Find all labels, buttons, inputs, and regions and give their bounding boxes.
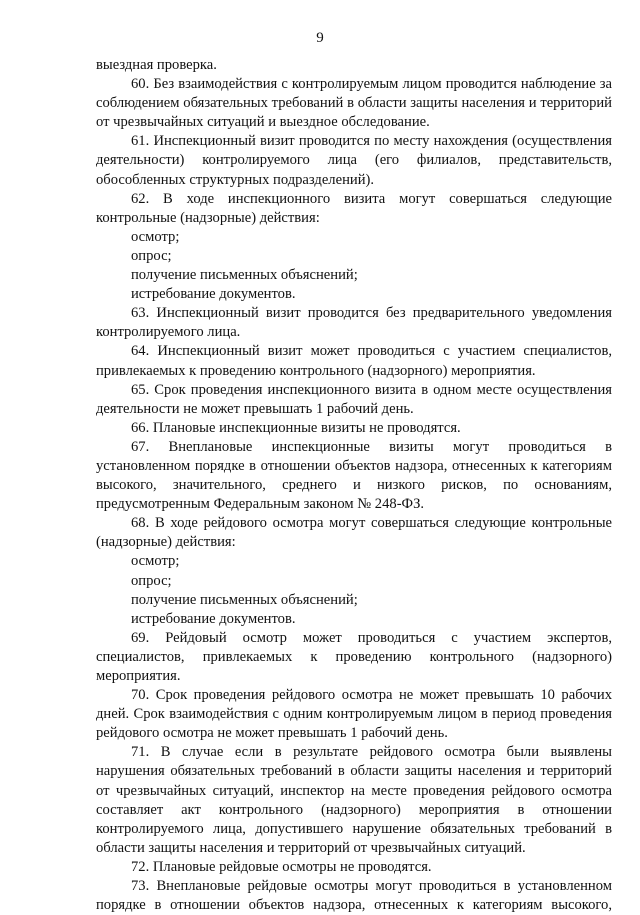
paragraph-60: 60. Без взаимодействия с контролируемым лицом проводится наблюдение за соблюдением обязательных требований в области защиты населения и территорий от чрезвычайных ситуаций и выездное обследование.	[96, 76, 612, 131]
list-item: осмотр;	[131, 228, 180, 245]
paragraph-69: 69. Рейдовый осмотр может проводиться с участием экспертов, специалистов, привлекаемых к проведению контрольного (надзорного) мероприятия.	[96, 629, 612, 684]
list-item: истребование документов.	[131, 610, 296, 627]
list-item: опрос;	[131, 572, 172, 589]
paragraph-continuation: выездная проверка.	[96, 57, 217, 73]
paragraph-66: 66. Плановые инспекционные визиты не проводятся.	[131, 419, 461, 436]
paragraph-62: 62. В ходе инспекционного визита могут совершаться следующие контрольные (надзорные) действия:	[96, 190, 612, 226]
list-item: получение письменных объяснений;	[131, 591, 358, 608]
page-number: 9	[316, 30, 324, 46]
list-item: осмотр;	[131, 553, 180, 570]
paragraph-70: 70. Срок проведения рейдового осмотра не может превышать 10 рабочих дней. Срок взаимодействия с одним контролируемым лицом в период проведения рейдового осмотра не может превышать 1 рабочий день.	[96, 687, 612, 742]
paragraph-71: 71. В случае если в результате рейдового осмотра были выявлены нарушения обязательных требований в области защиты населения и территорий от чрезвычайных ситуаций, инспектор на месте проведения рейдового осмотра составляет акт контрольного (надзорного) мероприятия в отношении контролируемого лица, допустившего нарушение обязательных требований в области защиты населения и территорий от чрезвычайных ситуаций.	[96, 744, 612, 856]
paragraph-63: 63. Инспекционный визит проводится без предварительного уведомления контролируемого лица.	[96, 305, 612, 341]
document-body	[96, 56, 612, 915]
list-item: истребование документов.	[131, 286, 296, 303]
paragraph-68: 68. В ходе рейдового осмотра могут совершаться следующие контрольные (надзорные) действия:	[96, 515, 612, 551]
paragraph-72: 72. Плановые рейдовые осмотры не проводятся.	[131, 858, 432, 875]
list-item: опрос;	[131, 247, 172, 264]
list-item: получение письменных объяснений;	[131, 267, 358, 284]
paragraph-67: 67. Внеплановые инспекционные визиты могут проводиться в установленном порядке в отношении объектов надзора, отнесенных к категориям высокого, значительного, среднего и низкого рисков, по основаниям, предусмотренным Федеральным законом № 248-ФЗ.	[96, 438, 612, 513]
paragraph-64: 64. Инспекционный визит может проводиться с участием специалистов, привлекаемых к проведению контрольного (надзорного) мероприятия.	[96, 343, 612, 379]
paragraph-65: 65. Срок проведения инспекционного визита в одном месте осуществления деятельности не может превышать 1 рабочий день.	[96, 381, 612, 417]
paragraph-61: 61. Инспекционный визит проводится по месту нахождения (осуществления деятельности) контролируемого лица (его филиалов, представительств, обособленных структурных подразделений).	[96, 133, 612, 188]
paragraph-73: 73. Внеплановые рейдовые осмотры могут проводиться в установленном порядке в отношении объектов надзора, отнесенных к категориям высокого,	[96, 878, 612, 914]
